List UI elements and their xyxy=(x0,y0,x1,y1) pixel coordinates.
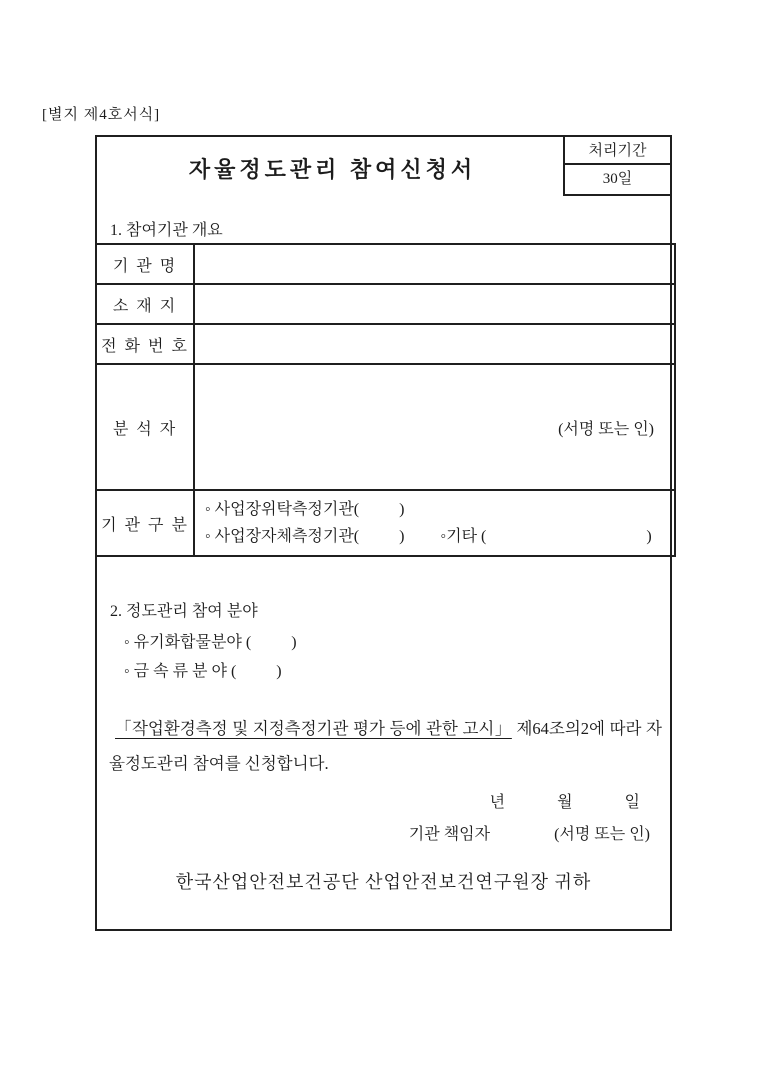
recipient-line: 한국산업안전보건공단 산업안전보건연구원장 귀하 xyxy=(175,872,592,892)
org-type-label: 기 관 구 분 xyxy=(96,490,194,556)
table-row xyxy=(96,490,675,556)
table-row xyxy=(96,244,675,284)
form-outer-box xyxy=(95,135,672,931)
statement-rest: 제64조의2에 따라 자율정도관리 참여를 신청합니다. xyxy=(109,719,662,773)
org-info-table xyxy=(95,243,676,557)
org-type-option-self: ◦ 사업장자체측정기관( ) xyxy=(205,528,405,545)
table-row xyxy=(96,324,675,364)
field-option-organic-compounds: ◦ 유기화합물분야 ( ) xyxy=(124,634,297,651)
org-type-option-other: ◦기타 ( ) xyxy=(440,528,652,545)
org-name-label: 기 관 명 xyxy=(96,244,194,284)
signer-sign-note: (서명 또는 인) xyxy=(554,826,650,843)
address-field xyxy=(194,284,675,324)
field-option-metals: ◦ 금 속 류 분 야 ( ) xyxy=(124,663,282,680)
org-type-option-consigned: ◦ 사업장위탁측정기관( ) xyxy=(205,501,405,518)
phone-label: 전 화 번 호 xyxy=(96,324,194,364)
date-line: 년 월 일 xyxy=(489,794,640,811)
form-number-label: [별지 제4호서식] xyxy=(42,107,161,123)
phone-field xyxy=(194,324,675,364)
signer-line xyxy=(409,821,650,844)
form-title: 자율정도관리 참여신청서 xyxy=(188,157,477,182)
processing-period-value: 30일 xyxy=(602,171,633,187)
org-name-field xyxy=(194,244,675,284)
application-statement xyxy=(109,711,662,781)
analyst-field xyxy=(194,364,675,490)
address-label: 소 재 지 xyxy=(96,284,194,324)
org-type-field xyxy=(194,490,675,556)
processing-period-box xyxy=(563,137,670,196)
table-row xyxy=(96,284,675,324)
law-notice-title: 「작업환경측정 및 지정측정기관 평가 등에 관한 고시」 xyxy=(115,719,512,738)
signer-label: 기관 책임자 xyxy=(408,826,491,843)
table-row xyxy=(96,364,675,490)
section2-heading: 2. 정도관리 참여 분야 xyxy=(110,603,258,620)
analyst-label: 분 석 자 xyxy=(96,364,194,490)
analyst-sign-note: (서명 또는 인) xyxy=(558,420,654,438)
section1-heading: 1. 참여기관 개요 xyxy=(110,222,223,239)
processing-period-header: 처리기간 xyxy=(565,137,670,165)
